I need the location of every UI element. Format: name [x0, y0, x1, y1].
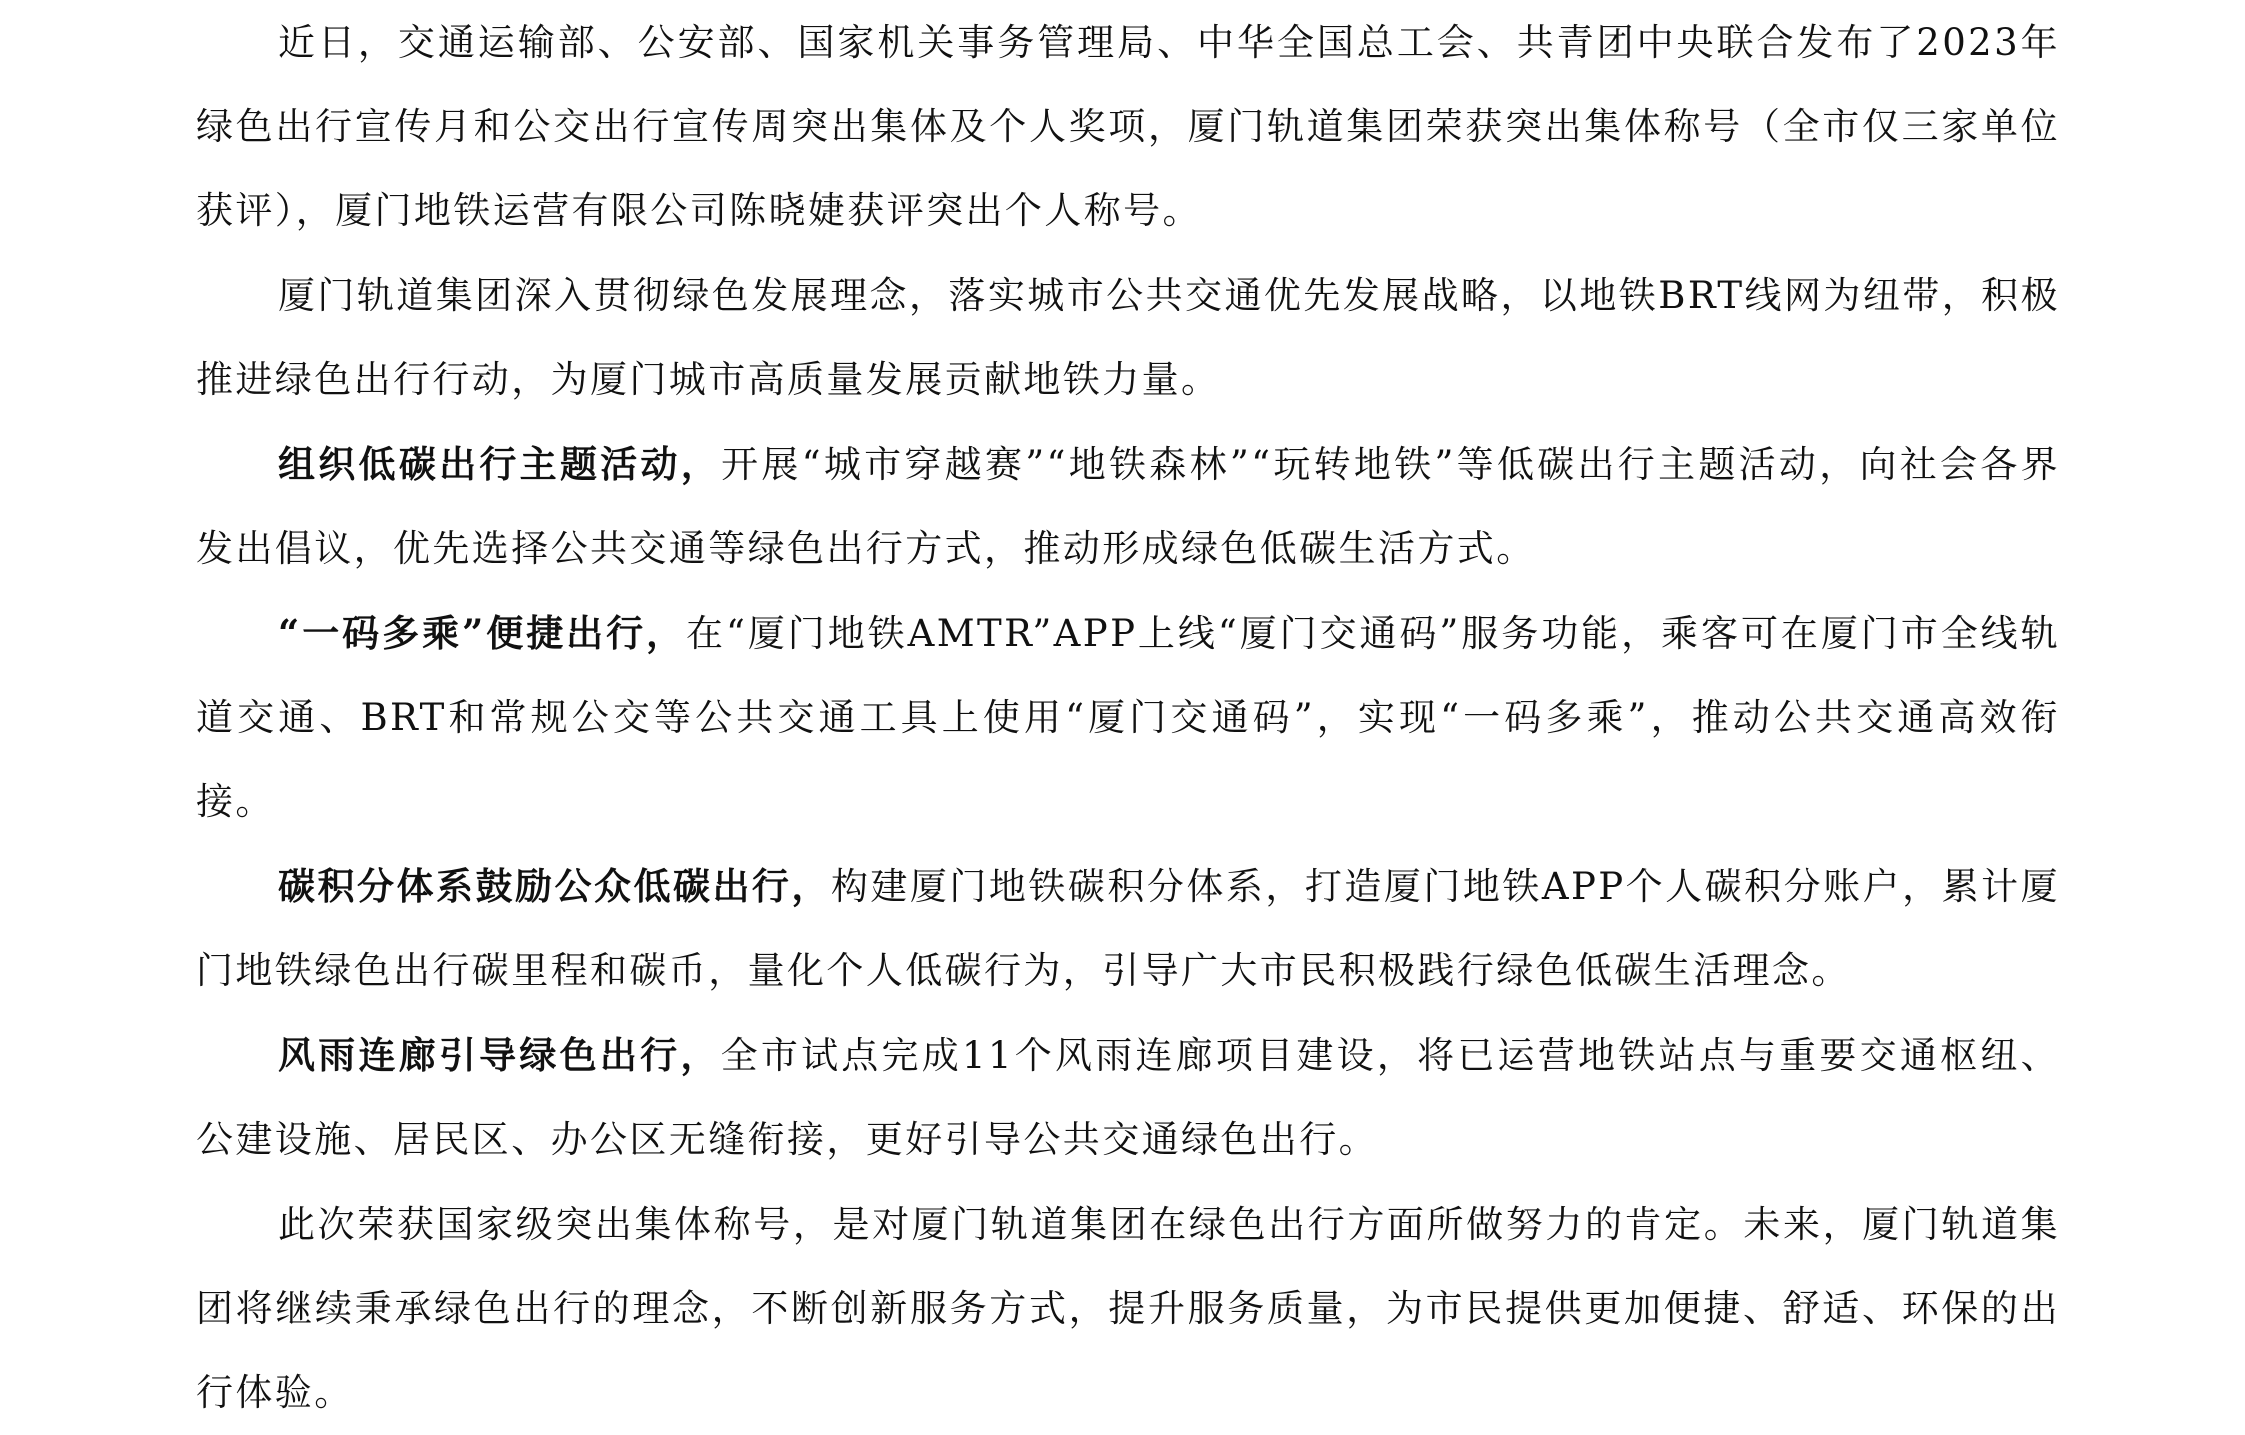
paragraph-text: 开展“城市穿越赛”“地铁森林”“玩转地铁”等低碳出行主题活动，向社会各界发出倡议，优先选择公共交通等绿色出行方式，推动形成绿色低碳生活方式。: [196, 443, 2060, 570]
paragraph-text: 厦门轨道集团深入贯彻绿色发展理念，落实城市公共交通优先发展战略，以地铁BRT线网为纽带，积极推进绿色出行行动，为厦门城市高质量发展贡献地铁力量。: [196, 274, 2060, 401]
paragraph-lead: “一码多乘”便捷出行，: [278, 611, 687, 655]
paragraph-text: 此次荣获国家级突出集体称号，是对厦门轨道集团在绿色出行方面所做努力的肯定。未来，厦门轨道集团将继续秉承绿色出行的理念，不断创新服务方式，提升服务质量，为市民提供更加便捷、舒适、环保的出行体验。: [196, 1203, 2060, 1414]
paragraph-low-carbon-activities: [196, 422, 2060, 591]
document-page: [196, 0, 2060, 1414]
paragraph-lead: 组织低碳出行主题活动，: [278, 442, 722, 486]
paragraph-overview: [196, 253, 2060, 422]
paragraph-text: 在“厦门地铁AMTR”APP上线“厦门交通码”服务功能，乘客可在厦门市全线轨道交通、BRT和常规公交等公共交通工具上使用“厦门交通码”，实现“一码多乘”，推动公共交通高效衔接。: [196, 612, 2060, 823]
paragraph-text: 全市试点完成11个风雨连廊项目建设，将已运营地铁站点与重要交通枢纽、公建设施、居民区、办公区无缝衔接，更好引导公共交通绿色出行。: [196, 1034, 2060, 1161]
paragraph-conclusion: [196, 1182, 2060, 1435]
paragraph-announcement: [196, 0, 2060, 253]
paragraph-covered-walkways: [196, 1013, 2060, 1182]
paragraph-text: 构建厦门地铁碳积分体系，打造厦门地铁APP个人碳积分账户，累计厦门地铁绿色出行碳里程和碳币，量化个人低碳行为，引导广大市民积极践行绿色低碳生活理念。: [196, 865, 2060, 992]
paragraph-lead: 风雨连廊引导绿色出行，: [278, 1033, 721, 1077]
paragraph-one-code-multi-ride: [196, 591, 2060, 844]
paragraph-carbon-credits: [196, 844, 2060, 1013]
paragraph-text: 近日，交通运输部、公安部、国家机关事务管理局、中华全国总工会、共青团中央联合发布了2023年绿色出行宣传月和公交出行宣传周突出集体及个人奖项，厦门轨道集团荣获突出集体称号（全市仅三家单位获评），厦门地铁运营有限公司陈晓婕获评突出个人称号。: [196, 21, 2060, 232]
paragraph-lead: 碳积分体系鼓励公众低碳出行，: [278, 864, 831, 908]
